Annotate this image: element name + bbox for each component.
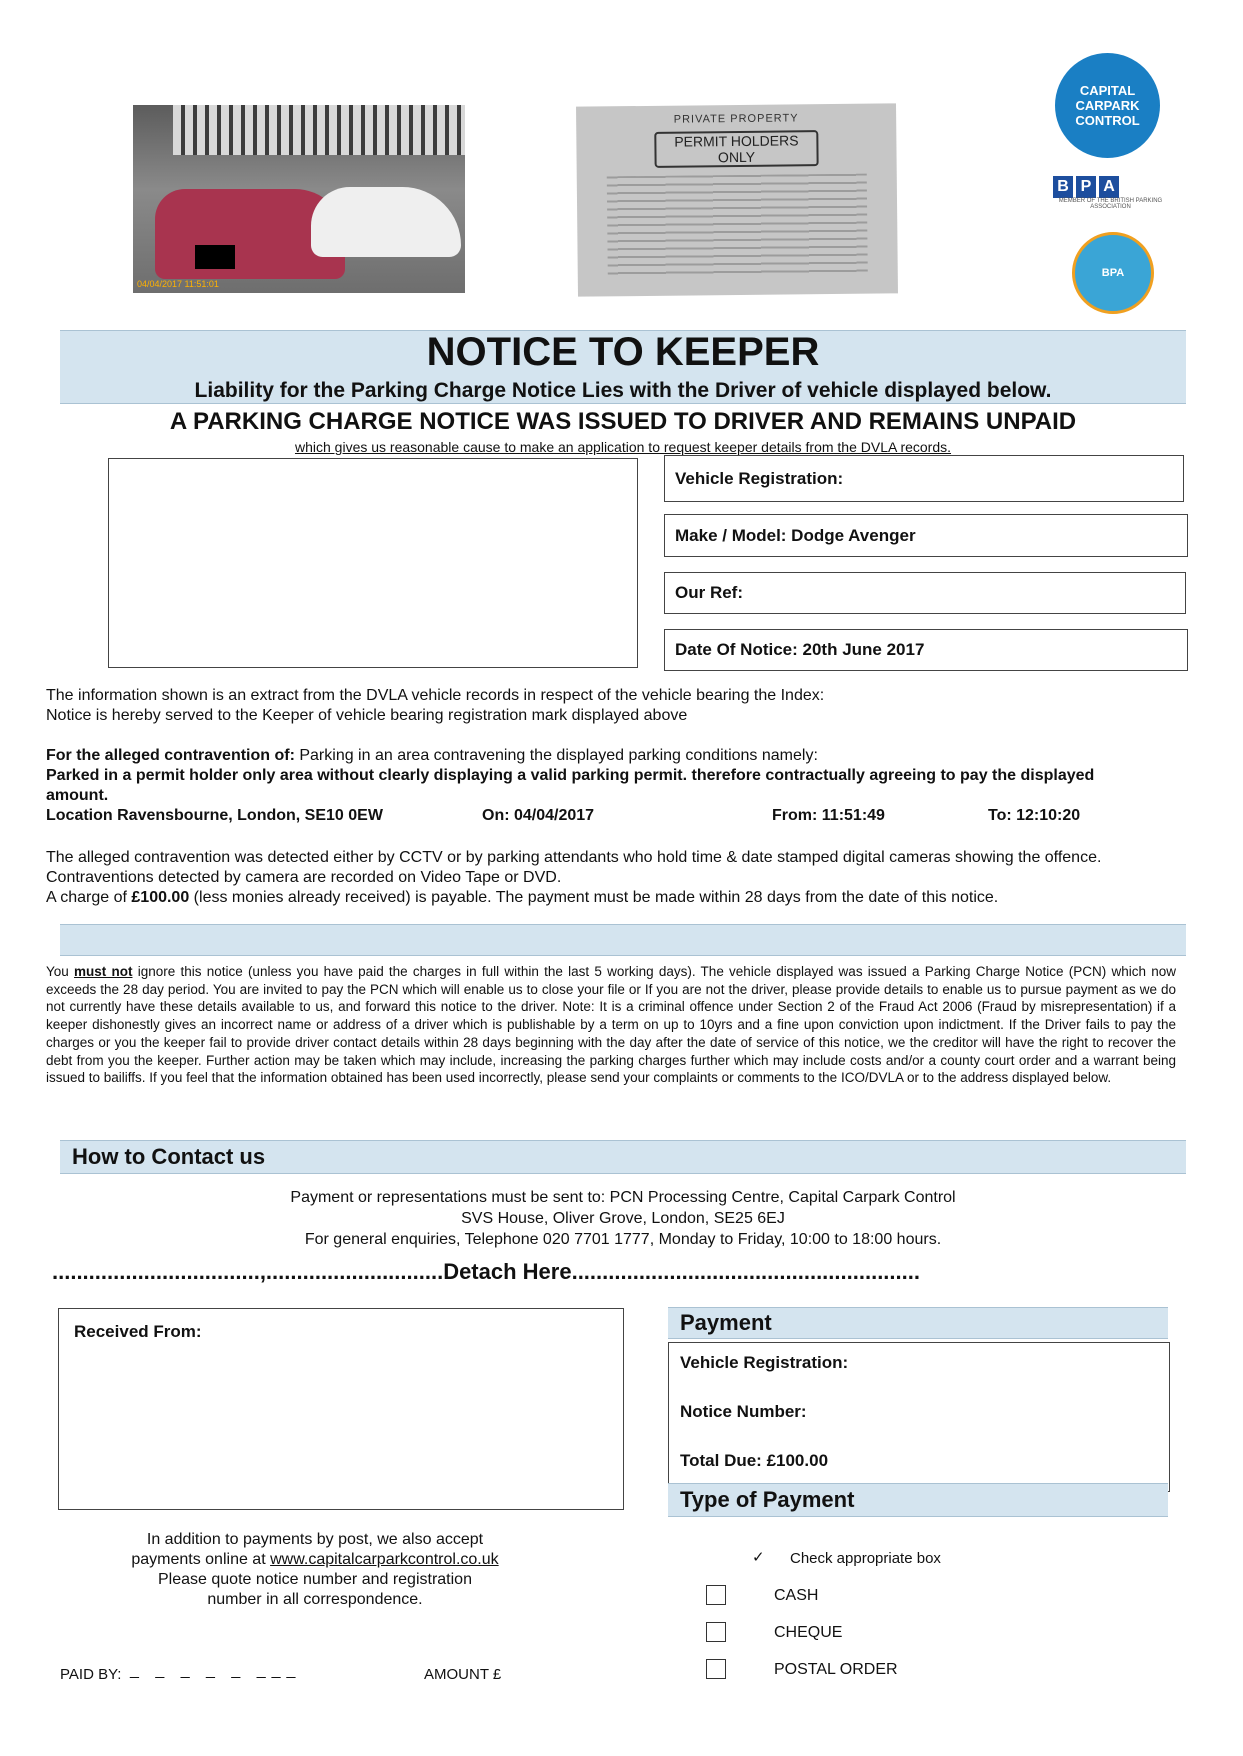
type-of-payment-heading: Type of Payment	[668, 1483, 1168, 1517]
car-park-photo	[133, 105, 465, 293]
make-model-field: Make / Model: Dodge Avenger	[664, 514, 1188, 557]
amount-label: AMOUNT £	[424, 1666, 502, 1683]
cheque-checkbox[interactable]	[706, 1622, 726, 1642]
bpa-letter-a: A	[1099, 176, 1119, 198]
time-from: From: 11:51:49	[772, 807, 885, 824]
legal-notice-text	[46, 963, 1176, 1087]
sign-permit-text: PERMIT HOLDERS ONLY	[654, 130, 818, 168]
notice-title: NOTICE TO KEEPER	[426, 330, 820, 374]
contact-line-1: Payment or representations must be sent to: PCN Processing Centre, Capital Carpark Control	[290, 1189, 956, 1206]
online-line-3: Please quote notice number and registration	[158, 1571, 472, 1588]
postal-order-label: POSTAL ORDER	[774, 1661, 898, 1678]
capital-carpark-control-logo	[1055, 53, 1160, 158]
location-text: Location Ravensbourne, London, SE10 0EW	[46, 807, 383, 824]
parking-sign-photo	[576, 103, 898, 296]
contravention-text: Parking in an area contravening the displayed parking conditions namely:	[299, 747, 818, 764]
online-line-4: number in all correspondence.	[207, 1591, 423, 1608]
date-of-notice-field: Date Of Notice: 20th June 2017	[664, 629, 1188, 671]
payment-total-due: Total Due: £100.00	[680, 1451, 829, 1470]
contravention-label: For the alleged contravention of:	[46, 747, 295, 764]
online-line-1: In addition to payments by post, we also accept	[146, 1531, 484, 1548]
paid-by-label: PAID BY:	[60, 1666, 122, 1683]
bpa-letter-p: P	[1076, 176, 1096, 198]
charge-amount: £100.00	[131, 889, 190, 906]
keeper-address-box	[108, 458, 638, 668]
keeper-served-line: Notice is hereby served to the Keeper of vehicle bearing registration mark displayed above	[46, 707, 688, 724]
paid-by-blanks: _ _ _ _ _ ___	[130, 1662, 302, 1679]
contact-heading: How to Contact us	[60, 1140, 1186, 1174]
notice-subtitle: Liability for the Parking Charge Notice Lies with the Driver of vehicle displayed below.	[194, 379, 1052, 402]
capital-logo-text: CAPITAL CARPARK CONTROL	[1075, 83, 1140, 128]
plate-redaction	[195, 245, 235, 269]
approved-operator-badge	[1072, 232, 1154, 314]
legal-prefix: You	[46, 964, 75, 979]
notice-reason: which gives us reasonable cause to make an application to request keeper details from the DVLA records.	[294, 439, 952, 455]
postal-order-checkbox[interactable]	[706, 1659, 726, 1679]
online-line-2-prefix: payments online at	[131, 1551, 271, 1568]
detection-text: The alleged contravention was detected either by CCTV or by parking attendants who hold time & date stamped digital cameras showing the offence. Contraventions detected by camera are recorded on Video Tape or DVD.	[46, 849, 1102, 886]
dvla-extract-line: The information shown is an extract from the DVLA vehicle records in respect of the vehicle bearing the Index:	[46, 687, 825, 704]
payment-notice-number: Notice Number:	[680, 1402, 807, 1421]
detach-label: Detach Here	[443, 1259, 572, 1284]
contravention-intro	[46, 746, 1196, 766]
sign-heading: PRIVATE PROPERTY	[673, 112, 799, 126]
legal-must-not: must not	[74, 964, 133, 979]
cheque-label: CHEQUE	[774, 1624, 843, 1641]
charge-text	[46, 888, 1196, 908]
detach-line	[52, 1259, 1192, 1285]
cash-label: CASH	[774, 1587, 819, 1604]
charge-suffix: (less monies already received) is payable. The payment must be made within 28 days from the date of this notice.	[189, 889, 999, 906]
date-on: On: 04/04/2017	[482, 807, 595, 824]
payment-vehicle-registration: Vehicle Registration:	[680, 1353, 849, 1372]
contravention-detail: Parked in a permit holder only area without clearly displaying a valid parking permit. therefore contractually agreeing to pay the displayed amount.	[46, 767, 1095, 804]
check-mark-icon: ✓	[752, 1549, 765, 1566]
bpa-logo	[1053, 176, 1168, 210]
approved-badge-text: BPA	[1101, 267, 1125, 279]
detach-dots-right: .........................................................	[571, 1259, 920, 1284]
photo-timestamp: 04/04/2017 11:51:01	[137, 279, 219, 289]
detach-dots-left: ..................................,.............................	[52, 1259, 444, 1284]
contact-line-3: For general enquiries, Telephone 020 7701 1777, Monday to Friday, 10:00 to 18:00 hours.	[304, 1231, 942, 1248]
online-url-link[interactable]: www.capitalcarparkcontrol.co.uk	[270, 1551, 499, 1568]
online-line-2	[80, 1550, 550, 1570]
payment-heading: Payment	[668, 1307, 1168, 1339]
notice-headline: A PARKING CHARGE NOTICE WAS ISSUED TO DRIVER AND REMAINS UNPAID	[169, 408, 1077, 435]
charge-prefix: A charge of	[46, 889, 132, 906]
online-payment-info	[80, 1530, 550, 1610]
bpa-letter-b: B	[1053, 176, 1073, 198]
check-instruction: Check appropriate box	[790, 1550, 941, 1567]
legal-body: ignore this notice (unless you have paid the charges in full within the last 5 working days). The vehicle displayed was issued a Parking Charge Notice (PCN) which now exceeds the 28 day period. You are invited to pay the PCN which will enable us to close your file or If you are not the driver, please provide details to enable us to pursue payment as we do not currently have these details available to us, and forward this notice to the driver. Note: It is a criminal offence under Section 2 of the Fraud Act 2006 (Fraud by misrepresentation) if a keeper dishonestly gives an incorrect name or address of a driver which is publishable by a term on up to 10yrs and a fine upon conviction upon indictment. If the Driver fails to pay the charges or you the keeper fail to provide driver contact details within 28 days beginning with the day after the date of service of this notice, we the creditor will have the right to recover the debt from you the keeper. Further action may be taken which may include, increasing the parking charges further which may include costs and/or a county court order and a warrant being issued to bailiffs. If you feel that the information obtained has been used incorrectly, please send your complaints or comments to the ICO/DVLA or to the address displayed below.	[46, 964, 1176, 1086]
bpa-subtext: MEMBER OF THE BRITISH PARKING ASSOCIATION	[1058, 198, 1163, 210]
received-from-label: Received From:	[74, 1322, 202, 1341]
cash-checkbox[interactable]	[706, 1585, 726, 1605]
vehicle-registration-field: Vehicle Registration:	[664, 455, 1184, 502]
time-to: To: 12:10:20	[988, 807, 1081, 824]
divider-band	[60, 924, 1186, 956]
our-ref-field: Our Ref:	[664, 572, 1186, 614]
contact-line-2: SVS House, Oliver Grove, London, SE25 6EJ	[461, 1210, 785, 1227]
sign-small-print	[607, 174, 868, 277]
